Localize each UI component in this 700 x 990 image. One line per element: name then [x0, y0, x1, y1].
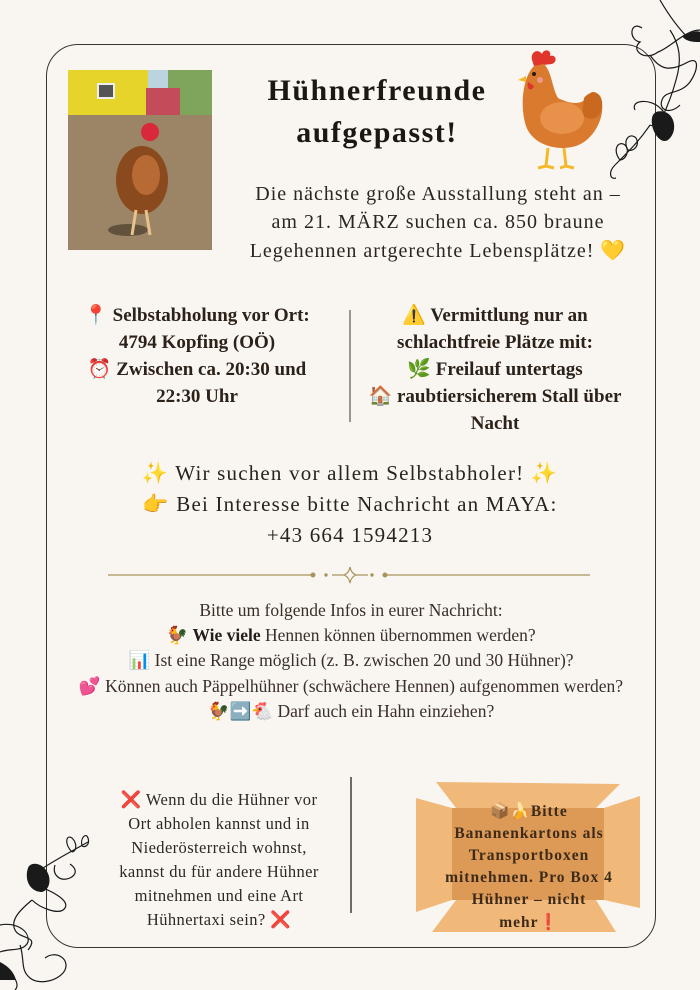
- chicken-taxi-note: ❌ Wenn du die Hühner vor Ort abholen kannst und in Niederösterreich wohnst, kannst du für andere Hühner mitnehmen und eine Art Hühnertaxi sein? ❌: [119, 790, 319, 929]
- info-item: 🐓 Wie viele Hennen können übernommen werden?: [166, 624, 536, 646]
- req-line-4: 🏠 raubtiersicherem Stall über: [368, 385, 622, 407]
- pickup-info: [56, 302, 338, 410]
- exclamation-icon: ❗: [538, 913, 559, 931]
- bottom-column-divider: [350, 777, 352, 913]
- bar-chart-icon: 📊: [128, 651, 151, 671]
- cta-line-1: ✨ Wir suchen vor allem Selbstabholer! ✨: [141, 461, 559, 485]
- pin-icon: 📍: [84, 304, 108, 326]
- cta-line-2: 👉 Bei Interesse bitte Nachricht an MAYA:: [142, 492, 558, 516]
- info-item: 📊 Ist eine Range möglich (z. B. zwischen 20 und 30 Hühner)?: [128, 650, 574, 671]
- sparkles-icon: ✨: [141, 461, 170, 485]
- cross-mark-icon: ❌: [120, 790, 142, 809]
- hen-illustration-icon: [512, 48, 608, 174]
- pickup-line-1: 📍 Selbstabholung vor Ort:: [84, 304, 310, 326]
- pickup-time-line-1: ⏰ Zwischen ca. 20:30 und: [87, 358, 307, 380]
- info-heading: Bitte um folgende Infos in eurer Nachricht:: [199, 600, 503, 620]
- call-to-action: [80, 458, 620, 551]
- sparkles-icon: ✨: [530, 461, 559, 485]
- title-line-2: aufgepasst!: [296, 116, 458, 149]
- pickup-time-line-2: 22:30 Uhr: [156, 386, 238, 407]
- title-line-1: Hühnerfreunde: [267, 74, 487, 107]
- pickup-address: 4794 Kopfing (OÖ): [118, 332, 276, 353]
- req-line-2: schlachtfreie Plätze mit:: [397, 332, 593, 353]
- intro-line-1: Die nächste große Ausstallung steht an –: [255, 183, 621, 205]
- rooster-icon: 🐓: [166, 625, 189, 646]
- page-title: [232, 70, 522, 154]
- info-request-list: [56, 598, 646, 725]
- intro-text: [222, 180, 654, 265]
- ornamental-divider: [108, 566, 590, 584]
- pointing-hand-icon: 👉: [142, 492, 170, 516]
- intro-line-2: am 21. MÄRZ suchen ca. 850 braune: [271, 211, 605, 233]
- house-icon: 🏠: [368, 385, 393, 407]
- yellow-heart-icon: 💛: [600, 238, 627, 262]
- intro-line-3: Legehennen artgerechte Lebensplätze! 💛: [249, 238, 627, 262]
- cross-mark-icon: ❌: [270, 910, 292, 929]
- placement-requirements: [350, 302, 640, 437]
- req-line-1: ⚠️ Vermittlung nur an: [402, 304, 588, 326]
- info-item: 💕 Können auch Päppelhühner (schwächere Hennen) aufgenommen werden?: [78, 675, 624, 697]
- phone-number[interactable]: +43 664 1594213: [266, 523, 434, 547]
- two-hearts-icon: 💕: [78, 676, 101, 697]
- hen-photo: [68, 70, 212, 250]
- herb-leaf-icon: 🌿: [407, 358, 432, 380]
- rooster-arrow-hen-icon: 🐓➡️🐔: [207, 702, 274, 722]
- warning-icon: ⚠️: [402, 304, 426, 326]
- banana-box-note: 📦🍌Bitte Bananenkartons als Transportboxen mitnehmen. Pro Box 4 Hühner – nicht mehr❗: [445, 802, 613, 931]
- info-item: 🐓➡️🐔 Darf auch ein Hahn einziehen?: [207, 701, 495, 722]
- req-line-5: Nacht: [470, 413, 520, 434]
- package-banana-icon: 📦🍌: [490, 802, 531, 820]
- alarm-clock-icon: ⏰: [87, 358, 112, 380]
- req-line-3: 🌿 Freilauf untertags: [407, 358, 583, 380]
